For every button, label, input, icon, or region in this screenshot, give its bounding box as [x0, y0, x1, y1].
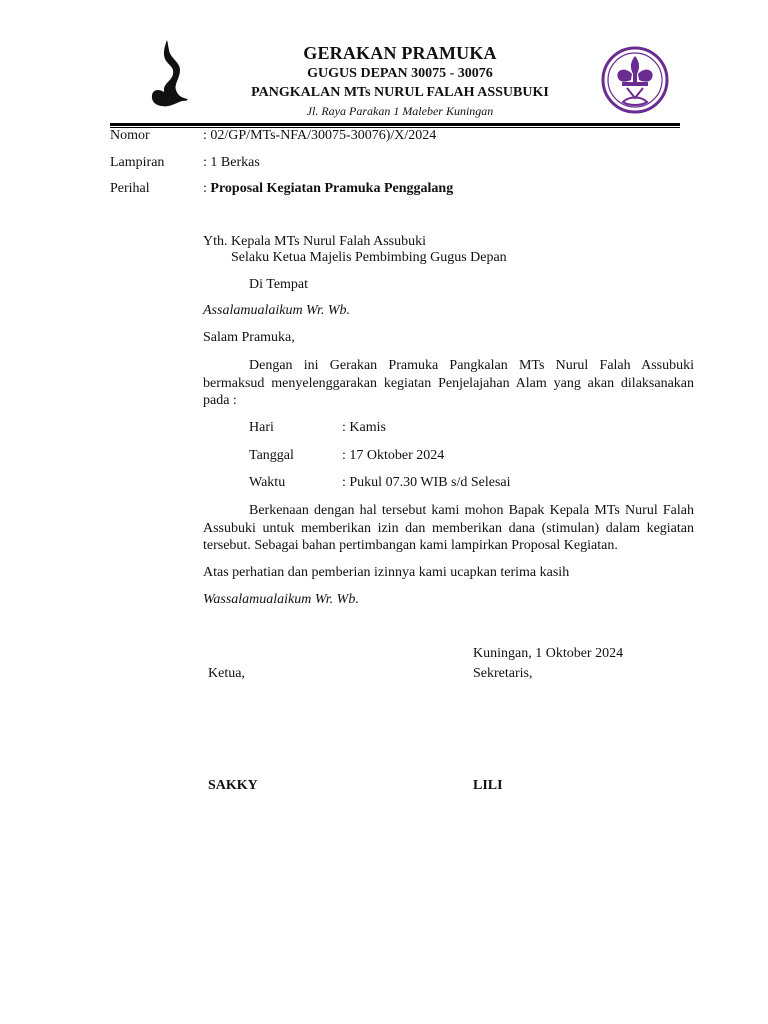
pangkalan-line: PANGKALAN MTs NURUL FALAH ASSUBUKI [251, 85, 549, 100]
left-signature-role: Ketua, [208, 666, 245, 681]
nomor-value: : 02/GP/MTs-NFA/30075-30076)/X/2024 [203, 128, 437, 143]
perihal-label: Perihal [110, 181, 150, 196]
lampiran-label: Lampiran [110, 155, 165, 170]
perihal-value: Proposal Kegiatan Pramuka Penggalang [210, 181, 454, 196]
intro-paragraph [203, 357, 694, 410]
nomor-label: Nomor [110, 128, 150, 143]
detail-value-tanggal: : 17 Oktober 2024 [342, 448, 445, 463]
recipient-line: Yth. Kepala MTs Nurul Falah Assubuki [203, 234, 427, 249]
recipient-place: Di Tempat [249, 277, 309, 292]
organization-name: GERAKAN PRAMUKA [303, 43, 497, 63]
detail-label-waktu: Waktu [249, 475, 286, 490]
recipient-role-line: Selaku Ketua Majelis Pembimbing Gugus Depan [231, 250, 507, 265]
right-signature-role: Sekretaris, [473, 666, 533, 681]
detail-value-hari: : Kamis [342, 420, 386, 435]
closing-greeting: Wassalamualaikum Wr. Wb. [203, 592, 359, 607]
gugus-depan-line: GUGUS DEPAN 30075 - 30076 [307, 66, 493, 81]
salam-pramuka: Salam Pramuka, [203, 330, 295, 345]
perihal-colon: : [203, 181, 207, 196]
address-line: Jl. Raya Parakan 1 Maleber Kuningan [306, 104, 494, 118]
tunas-kelapa-logo-icon [140, 38, 200, 110]
opening-greeting: Assalamualaikum Wr. Wb. [203, 303, 350, 318]
lampiran-value: : 1 Berkas [203, 155, 260, 170]
intro-text: Dengan ini Gerakan Pramuka Pangkalan MTs Nurul Falah Assubuki bermaksud menyelenggarakan kegiatan Penjelajahan Alam yang akan dilaksanakan pada : [203, 358, 694, 408]
thanks-line: Atas perhatian dan pemberian izinnya kami ucapkan terima kasih [203, 565, 570, 580]
request-text: Berkenaan dengan hal tersebut kami mohon Bapak Kepala MTs Nurul Falah Assubuki untuk memberikan izin dan memberikan dana (stimulan) dalam kegiatan tersebut. Sebagai bahan pertimbangan kami lampirkan Proposal Kegiatan. [203, 503, 694, 553]
place-date: Kuningan, 1 Oktober 2024 [473, 646, 624, 661]
detail-label-hari: Hari [249, 420, 274, 435]
scout-emblem-icon [597, 44, 673, 118]
letterhead-rule-thick [110, 123, 680, 126]
right-signature-name: LILI [473, 778, 503, 793]
perihal-row [203, 181, 453, 197]
left-signature-name: SAKKY [208, 778, 258, 793]
request-paragraph [203, 502, 694, 555]
detail-value-waktu: : Pukul 07.30 WIB s/d Selesai [342, 475, 511, 490]
detail-label-tanggal: Tanggal [249, 448, 294, 463]
